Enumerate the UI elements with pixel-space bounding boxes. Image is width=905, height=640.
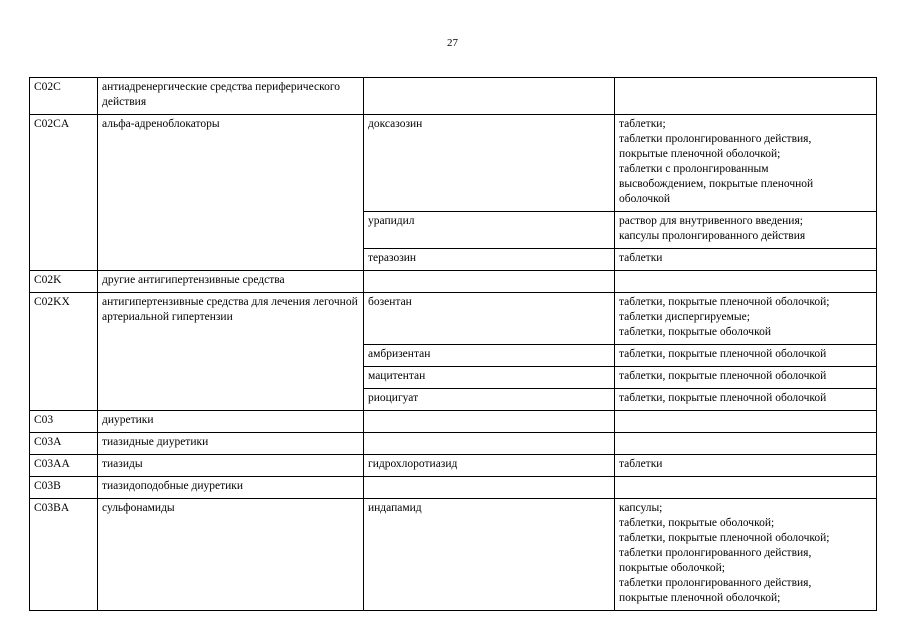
- dosage-form-cell: [615, 78, 877, 115]
- table-row: [30, 455, 877, 477]
- dosage-form-cell: [615, 367, 877, 389]
- page-number: 27: [447, 37, 458, 49]
- drug-name-cell: урапидил: [364, 212, 615, 249]
- dosage-form-line: таблетки пролонгированного действия,: [619, 577, 812, 589]
- dosage-form-cell: [615, 271, 877, 293]
- atc-code-cell: C03A: [30, 433, 98, 455]
- dosage-form-line: таблетки, покрытые пленочной оболочкой: [619, 370, 827, 382]
- dosage-form-line: таблетки, покрытые пленочной оболочкой;: [619, 532, 830, 544]
- group-cell: тиазидные диуретики: [98, 433, 364, 455]
- dosage-form-line: таблетки, покрытые пленочной оболочкой: [619, 392, 827, 404]
- drug-name-cell: доксазозин: [364, 115, 615, 212]
- group-cell: антигипертензивные средства для лечения легочной артериальной гипертензии: [98, 293, 364, 411]
- group-cell: диуретики: [98, 411, 364, 433]
- dosage-form-cell: [615, 115, 877, 212]
- dosage-form-line: таблетки, покрытые оболочкой;: [619, 517, 775, 529]
- dosage-form-cell: [615, 411, 877, 433]
- atc-code-cell: C02C: [30, 78, 98, 115]
- table-row: [30, 271, 877, 293]
- dosage-form-line: капсулы пролонгированного действия: [619, 230, 806, 242]
- drug-name-cell: гидрохлоротиазид: [364, 455, 615, 477]
- group-cell: другие антигипертензивные средства: [98, 271, 364, 293]
- dosage-form-cell: [615, 212, 877, 249]
- table-row: [30, 293, 877, 345]
- atc-code-cell: C03AA: [30, 455, 98, 477]
- dosage-form-line: оболочкой: [619, 193, 671, 205]
- dosage-form-cell: [615, 433, 877, 455]
- dosage-form-line: таблетки диспергируемые;: [619, 311, 750, 323]
- atc-code-cell: C03BA: [30, 499, 98, 611]
- dosage-form-line: покрытые пленочной оболочкой;: [619, 148, 781, 160]
- group-cell: альфа-адреноблокаторы: [98, 115, 364, 271]
- drug-name-cell: амбризентан: [364, 345, 615, 367]
- drug-name-cell: [364, 433, 615, 455]
- dosage-form-cell: [615, 455, 877, 477]
- table-row: [30, 78, 877, 115]
- drug-name-cell: [364, 477, 615, 499]
- dosage-form-cell: [615, 389, 877, 411]
- dosage-form-line: таблетки пролонгированного действия,: [619, 547, 812, 559]
- dosage-form-line: таблетки с пролонгированным: [619, 163, 769, 175]
- dosage-form-cell: [615, 345, 877, 367]
- dosage-form-line: таблетки, покрытые пленочной оболочкой;: [619, 296, 830, 308]
- dosage-form-cell: [615, 477, 877, 499]
- dosage-form-cell: [615, 499, 877, 611]
- atc-code-cell: C03B: [30, 477, 98, 499]
- table-body: [30, 78, 877, 611]
- table-row: [30, 499, 877, 611]
- dosage-form-line: таблетки: [619, 458, 663, 470]
- dosage-form-cell: [615, 249, 877, 271]
- group-cell: тиазиды: [98, 455, 364, 477]
- drug-name-cell: [364, 411, 615, 433]
- dosage-form-line: высвобождением, покрытые пленочной: [619, 178, 814, 190]
- dosage-form-line: таблетки, покрытые пленочной оболочкой: [619, 348, 827, 360]
- dosage-form-cell: [615, 293, 877, 345]
- dosage-form-line: таблетки пролонгированного действия,: [619, 133, 812, 145]
- atc-code-cell: C02KX: [30, 293, 98, 411]
- table-row: [30, 411, 877, 433]
- group-cell: антиадренергические средства периферического действия: [98, 78, 364, 115]
- dosage-form-line: таблетки;: [619, 118, 666, 130]
- atc-code-cell: C02K: [30, 271, 98, 293]
- dosage-form-line: покрытые пленочной оболочкой;: [619, 592, 781, 604]
- dosage-form-line: таблетки: [619, 252, 663, 264]
- drug-name-cell: мацитентан: [364, 367, 615, 389]
- table-row: [30, 115, 877, 212]
- group-cell: тиазидоподобные диуретики: [98, 477, 364, 499]
- drug-name-cell: бозентан: [364, 293, 615, 345]
- group-cell: сульфонамиды: [98, 499, 364, 611]
- drug-name-cell: теразозин: [364, 249, 615, 271]
- table-row: [30, 477, 877, 499]
- dosage-form-line: капсулы;: [619, 502, 663, 514]
- dosage-form-line: раствор для внутривенного введения;: [619, 215, 803, 227]
- table-row: [30, 433, 877, 455]
- drug-name-cell: индапамид: [364, 499, 615, 611]
- dosage-form-line: таблетки, покрытые оболочкой: [619, 326, 771, 338]
- atc-code-cell: C02CA: [30, 115, 98, 271]
- dosage-form-line: покрытые оболочкой;: [619, 562, 725, 574]
- drug-name-cell: [364, 78, 615, 115]
- atc-code-cell: C03: [30, 411, 98, 433]
- drug-name-cell: риоцигуат: [364, 389, 615, 411]
- drug-name-cell: [364, 271, 615, 293]
- drug-table: [29, 77, 877, 611]
